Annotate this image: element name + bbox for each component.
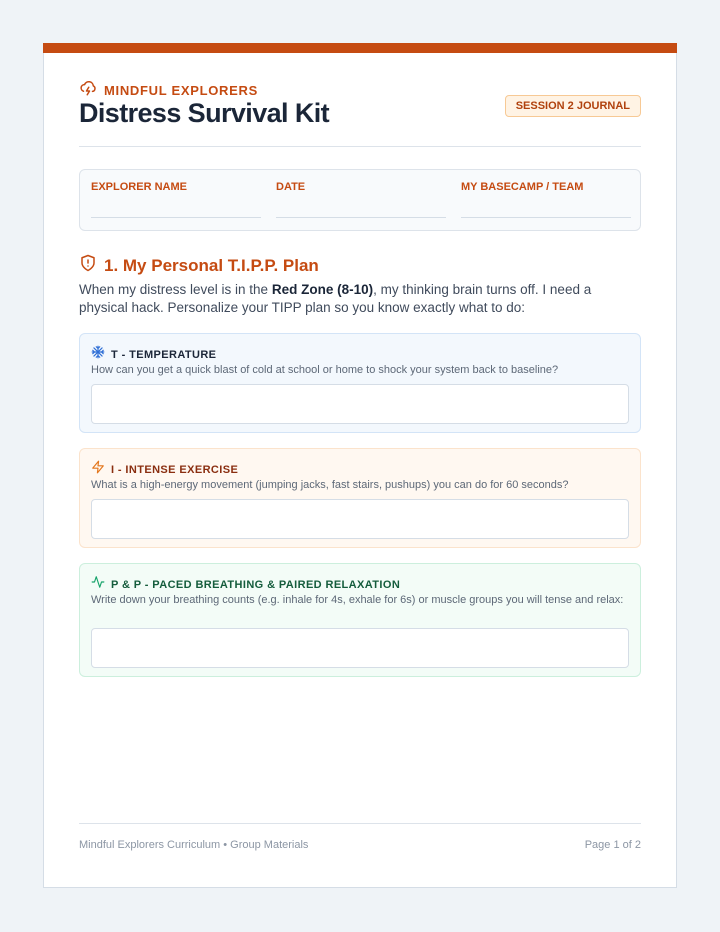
session-badge: SESSION 2 JOURNAL (505, 95, 641, 117)
basecamp-team-line[interactable] (461, 217, 631, 218)
lightning-icon (91, 460, 105, 479)
date-label: DATE (276, 181, 306, 193)
page-number: Page 1 of 2 (584, 839, 641, 851)
explorer-name-label: EXPLORER NAME (91, 181, 187, 193)
footer-divider (79, 823, 641, 824)
basecamp-team-label: MY BASECAMP / TEAM (461, 181, 584, 193)
temperature-answer-box[interactable] (91, 384, 629, 424)
paced-breathing-card-title: P & P - PACED BREATHING & PAIRED RELAXATION (111, 578, 401, 591)
temperature-card-header (91, 345, 216, 364)
shield-alert-icon (79, 254, 97, 277)
section-heading (79, 254, 319, 277)
explorer-info-box (79, 169, 641, 231)
snowflake-icon (91, 345, 105, 364)
explorer-name-field[interactable] (91, 181, 187, 193)
paced-breathing-card-header (91, 575, 400, 594)
pulse-icon (91, 575, 105, 594)
basecamp-team-field[interactable] (461, 181, 583, 193)
section-title: 1. My Personal T.I.P.P. Plan (104, 255, 319, 275)
intense-exercise-card-header (91, 460, 238, 479)
header-divider (79, 146, 641, 147)
brand-name: MINDFUL EXPLORERS (104, 83, 258, 98)
paced-breathing-card (79, 563, 641, 677)
explorer-name-line[interactable] (91, 217, 261, 218)
temperature-card (79, 333, 641, 433)
intense-exercise-question: What is a high-energy movement (jumping jacks, fast stairs, pushups) you can do for 60 seconds? (91, 479, 569, 491)
page-title: Distress Survival Kit (79, 98, 330, 128)
intro-text-end: , my thinking brain turns off. I need a physical hack. Personalize your TIPP plan so you know exactly what to do: (79, 282, 592, 315)
date-line[interactable] (276, 217, 446, 218)
worksheet-page (43, 43, 677, 888)
section-intro (79, 281, 639, 317)
footer-curriculum: Mindful Explorers Curriculum • Group Materials (79, 839, 309, 851)
top-accent-bar (43, 43, 677, 53)
temperature-card-title: T - TEMPERATURE (111, 348, 217, 361)
paced-breathing-answer-box[interactable] (91, 628, 629, 668)
date-field[interactable] (276, 181, 305, 193)
paced-breathing-question: Write down your breathing counts (e.g. inhale for 4s, exhale for 6s) or muscle groups you will tense and relax: (91, 594, 624, 606)
intense-exercise-answer-box[interactable] (91, 499, 629, 539)
intense-exercise-card (79, 448, 641, 548)
intro-text-start: When my distress level is in the (79, 282, 272, 297)
temperature-question: How can you get a quick blast of cold at school or home to shock your system back to baseline? (91, 364, 559, 376)
intense-exercise-card-title: I - INTENSE EXERCISE (111, 463, 239, 476)
red-zone-emphasis: Red Zone (8-10) (271, 282, 374, 297)
